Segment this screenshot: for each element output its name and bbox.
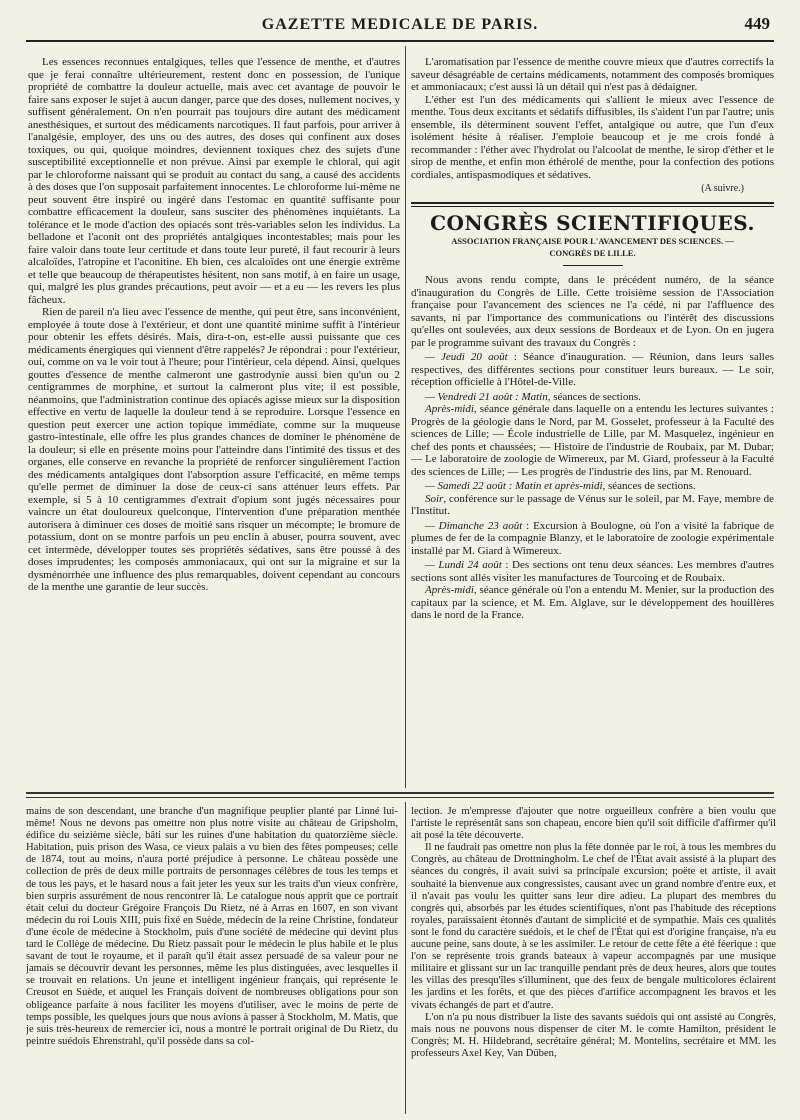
section-title: CONGRÈS SCIENTIFIQUES. (430, 210, 755, 235)
page-number: 449 (744, 14, 770, 33)
section-subtitle-line: CONGRÈS DE LILLE. (549, 248, 636, 258)
section-rule (411, 206, 774, 207)
program-day (411, 391, 774, 404)
program-day (411, 520, 774, 558)
program-detail (411, 403, 774, 478)
day-label: — Lundi 24 août (425, 559, 502, 571)
column-divider-bottom (405, 802, 406, 1114)
day-text: , séances de sections. (547, 390, 641, 403)
section-subtitle-line: ASSOCIATION FRANÇAISE POUR L'AVANCEMENT DES SCIENCES. — (451, 236, 734, 246)
section-short-rule (563, 265, 623, 266)
day-text: , séances de sections. (602, 480, 696, 492)
to-be-continued: (A suivre.) (701, 183, 744, 194)
program-detail (411, 584, 774, 622)
day-text: , conférence sur le passage de Vénus sur le soleil, par M. Faye, membre de l'Institut. (411, 492, 774, 517)
article-column-top-left (28, 56, 400, 782)
day-label: Après-midi (425, 403, 474, 415)
paragraph: mains de son descendant, une branche d'un magnifique peuplier planté par Linné lui-même! Nous ne devons pas omettre non plus notre visite au château de Gripsholm, édifice du seizième siècle, bâti sur les ruines d'une habitation du quatorzième siècle. Habitation, puis prison des Wasa, ce vieux palais a vu bien des fêtes pompeuses; celle de 1874, tout au moins, n'aura porté préjudice à personne. Le château possède une collection de près de deux mille portraits de personnages célèbres de tous les temps et de tous les pays, et le hasard nous a fait jeter les yeux sur les traits d'un vieux confrère, bien surpris assurément de nous rencontrer là. Le catalogue nous apprit que ce portrait était celui du docteur Grégoire François Du Rietz, né à Arras en 1607, en son vivant médecin du roi Louis XIII, puis fixé en Suède, médecin de la reine Christine, fondateur d'une école de médecine à Stockholm, puis d'une société de médecine qui devint plus tard le Collège de médecine. Du Rietz passait pour le médecin le plus habile et le plus savant de tout le royaume, et il paraît qu'il était assez persuadé de sa valeur pour ne jamais se découvrir devant les personnes, même les plus distinguées, avec lesquelles il se trouvait en relations. Un jeune et intelligent ingénieur français, qui représente le Creusot en Suède, et auquel les Français doivent de nombreuses obligations pour son obligeance parfaite à nous faciliter les moyens d'utiliser, avec le moins de perte de temps possible, les quelques jours que nous avions à passer à Stockholm, M. Matis, que je suis très-heureux de remercier ici, nous a montré le portrait original de Du Rietz, du peintre suédois Ehrenstrahl, qu'il possède dans sa col- (26, 806, 398, 1047)
paragraph: L'éther est l'un des médicaments qui s'allient le mieux avec l'essence de menthe. Tous deux excitants et sédatifs diffusibles, ils s'aident l'un par l'autre; unis ensemble, ils déterminent souvent l'effet, antalgique ou autre, que l'un d'eux isolément hésite à réaliser. J'emploie beaucoup et je me crois fondé à recommander : l'éther avec l'hydrolat ou l'alcoolat de menthe, le sirop d'éther et le sirop de menthe, et enfin mon éthérolé de menthe, pour la confection des potions cordiales, antispasmodiques et sédatives. (411, 93, 774, 181)
paragraph: Rien de pareil n'a lieu avec l'essence de menthe, qui peut être, sans inconvénient, employée à toute dose à l'extérieur, et dont une quantité minime suffit à l'intérieur pour obtenir les effets désirés. Mais, dira-t-on, est-elle aussi puissante que ces médicaments énergiques qui viennent d'être rappelés? Je répondrai : pour l'extérieur, oui, comme on va le voir tout à l'heure; pour l'intérieur, cela dépend. Ainsi, quelques gouttes d'essence de menthe calmeront une gastrodynie aussi bien qu'un ou 2 centigrammes de morphine, et surtout la calmeront plus vite; il est possible, néanmoins, que l'administration continue des opiacés agisse mieux sur la disposition effective en vertu de laquelle la douleur tend à se reproduire. Lorsque l'essence en question peut exercer une action topique immédiate, comme sur la muqueuse gastro-intestinale, elle offre les plus grandes chances de dominer le phénomène de la douleur; si elle en présente moins pour l'atteindre dans l'intimité des tissus et des organes, elle conserve en revanche la propriété de renforcer singulièrement l'action des médicaments antalgiques dont l'absorption assure l'efficacité, en même temps qu'elle permet de diminuer la dose de ceux-ci sans atténuer leurs effets. Par exemple, si 5 à 10 centigrammes d'extrait d'opium sont jugés nécessaires pour vaincre un état douloureux quelconque, l'intervention d'une préparation menthée autorisera à diminuer ces doses de moitié sans risquer un mécompte; le bromure de potassium, dont on se montre parfois un peu enclin à abuser, pourra souvent, avec cet intermède, développer toutes ses propriétés sédatives, sans être poussé à des doses imprudentes; les composés ammoniacaux, qui ont sur la migraine et sur la dysménorrhée une influence des plus remarquables, doivent cependant au concours de la menthe une garantie de leur succès. (28, 306, 400, 593)
day-label: Soir (425, 492, 444, 505)
horizontal-rule (26, 792, 774, 794)
day-label: — Samedi 22 août : Matin et après-midi (425, 480, 603, 492)
paragraph: lection. Je m'empresse d'ajouter que notre orgueilleux confrère a bien voulu que l'artiste le représentât sans son chapeau, encore bien qu'il soit difficile d'affirmer qu'il ait posé la tête découverte. (411, 806, 776, 842)
paragraph: L'on n'a pu nous distribuer la liste des savants suédois qui ont assisté au Congrès, mais nous ne pouvons nous dispenser de citer M. le comte Hamilton, président le Congrès; M. H. Hildebrand, secrétaire général; M. Montelins, secrétaire et MM. les professeurs Axel Key, Van Düben, (411, 1011, 776, 1059)
paragraph: Il ne faudrait pas omettre non plus la fête donnée par le roi, à tous les membres du Congrès, au château de Drottningholm. Le chef de l'État avait assisté à la plupart des séances du congrès, il avait suivi sa principale excursion; poëte et artiste, il avait souhaité la bienvenue aux congressistes, causant avec un grand nombre d'entre eux, et il n'avait pas voulu les quitter sans leur dire adieu. La plupart des membres du congrès qui, absorbés par les études scientifiques, n'ont pas l'habitude des réceptions royales, paraissaient étonnés d'autant de simplicité et de sympathie. Mais ces qualités sont le fond du caractère suédois, et le chef de l'État qui est d'origine française, n'a eu aucune peine, sans doute, à se les assimiler. Le retour de cette fête a été féerique : que l'on se représente trois grands bateaux à vapeur accompagnés par une musique militaire et glissant sur un lac tranquille pendant près de deux heures, alors que toutes les villas des presqu'îles s'illuminent, que des feux de bengale multicolores éclairent les jardins et les forêts, et que des pièces d'artifice accompagnent les bravos et les vivats échangés de part et d'autre. (411, 842, 776, 1011)
program-detail (411, 493, 774, 518)
program-day (411, 480, 774, 493)
day-text: , séance générale dans laquelle on a entendu les lectures suivantes : Progrès de la géologie dans le Nord, par M. Gosselet, professeur à la Faculté des sciences de Lille; — École industrielle de Lille, par M. Masquelez, ingénieur en chef des ponts et chaussées; — Histoire de l'industrie de Roubaix, par M. Dubar; — Le laboratoire de zoologie de Wimereux, par M. Giard, professeur à la Faculté des sciences de Lille; — Les progrès de l'industrie des lins, par M. Renouard. (411, 403, 774, 478)
journal-title: GAZETTE MEDICALE DE PARIS. (261, 16, 539, 33)
day-text: : Des sections ont tenu deux séances. Les membres d'autres sections sont allés visiter les manufactures de Tourcoing et de Roubaix. (411, 559, 774, 584)
day-label: Après-midi (425, 584, 474, 596)
page-header (26, 10, 774, 42)
day-text: : Séance d'inauguration. — Réunion, dans leurs salles respectives, des différentes sections pour constituer leurs bureaux. — Le soir, réception officielle à l'Hôtel-de-Ville. (411, 351, 774, 388)
feuilleton-column-left (26, 806, 398, 1116)
section-rule (411, 202, 774, 204)
section-subtitle (411, 235, 774, 259)
day-text: , séance générale où l'on a entendu M. Menier, sur la production des capitaux par la science, et M. Em. Alglave, sur le développement des houillères dans le nord de la France. (411, 584, 774, 621)
horizontal-rule (26, 797, 774, 798)
paragraph: Nous avons rendu compte, dans le précédent numéro, de la séance d'inauguration du Congrès de Lille. Cette troisième session de l'Association française pour l'avancement des sciences ne l'a cédé, ni par l'affluence des savants, ni par l'importance des communications ou l'intérêt des discussions qu'elles ont soulevées, aux deux sessions de Bordeaux et de Lyon. On en jugera par le programme suivant des travaux du Congrès : (411, 274, 774, 349)
day-label: — Vendredi 21 août : Matin (425, 390, 548, 403)
day-label: — Jeudi 20 août (425, 351, 508, 363)
program-day (411, 351, 774, 389)
paragraph: L'aromatisation par l'essence de menthe couvre mieux que d'autres correctifs la saveur désagréable de certains médicaments, notamment des composés bromiques et ammoniacaux; c'est aussi là un détail qui n'est pas à dédaigner. (411, 56, 774, 93)
article-column-top-right (411, 56, 774, 782)
column-divider-top (405, 46, 406, 788)
day-label: — Dimanche 23 août (425, 519, 523, 532)
day-text: : Excursion à Boulogne, où l'on a visité la fabrique de plumes de fer de la compagnie Blanzy, et le laboratoire de zoologie expérimentale installé par M. Giard à Wimereux. (411, 519, 774, 557)
program-day (411, 559, 774, 584)
paragraph: Les essences reconnues entalgiques, telles que l'essence de menthe, et d'autres que je ferai connaître ultérieurement, restent donc en possession, de l'unique propriété de combattre la douleur actuelle, mais avec cet avantage de pouvoir le faire sans exposer le sujet à aucun danger, parce que des doses, nullement nocives, y suffisent généralement. On n'en pourrait pas toujours dire autant des médicament anesthésiques, et surtout des médicaments narcotiques. Il faut parfois, pour arriver à l'analgésie, employer, des uns ou des autres, des doses qui confinent aux doses toxiques, ou qui, quoique moindres, deviennent toxiques chez des sujets d'une susceptibilité exceptionnelle et non prévue. Ainsi par exemple le chloral, qui agit par le chloroforme naissant qui se produit au contact du sang, a causé des accidents à des doses que l'on supposait parfaitement innocentes. Le chloroforme lui-même ne peut souvent être inspiré ou ingéré dans l'estomac en quantité suffisante pour combattre efficacement la douleur, sans susciter des phénomènes inquiétants. La tolérance et le mode d'action des opiacés sont très-variables selon les individus. La belladone et l'aconit ont des propriétés antalgiques incontestables; mais pour les faire valoir dans toute leur certitude et dans toute leur pureté, il faut recourir à leurs alcaloïdes, l'atropine et l'aconitine. Eh bien, ces alcaloïdes ont une énergie extrême et telle que beaucoup de thérapeutistes hésitent, non sans motif, à en faire un usage, qui, malgré les plus grandes précautions, peut avoir — et a eu — les revers les plus fâcheux. (28, 56, 400, 306)
feuilleton-column-right (411, 806, 776, 1116)
